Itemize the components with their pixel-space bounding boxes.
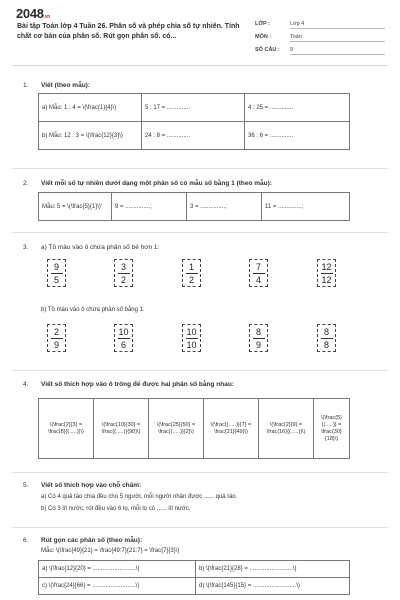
q1-answer-cell[interactable]: 4 : 25 = .............. — [245, 94, 350, 122]
q5-line-a: a) Có 4 quả táo chia đều cho 5 người, mỗi người nhận được ...... quả táo. — [41, 494, 238, 500]
subject-value: Toán — [290, 34, 385, 42]
q6-table — [38, 560, 350, 595]
q2-title: 2. Viết mỗi số tự nhiên dưới dạng một phân số có mẫu số bằng 1 (theo mẫu): — [23, 180, 272, 187]
q4-answer-cell[interactable]: \(\frac{25}{50} = \frac{(.....)}{2}\) — [149, 399, 204, 459]
question-count-label: SỐ CÂU : — [255, 47, 280, 53]
logo-suffix: .vn — [43, 14, 51, 20]
fraction-box[interactable]: 12 12 — [317, 259, 336, 287]
site-logo[interactable] — [16, 6, 50, 21]
q2-table — [38, 192, 350, 221]
section-divider — [12, 232, 388, 233]
fraction-box[interactable]: 1 2 — [182, 259, 201, 287]
q5-title: 5. Viết số thích hợp vào chỗ chấm: — [23, 482, 142, 489]
section-divider — [12, 472, 388, 473]
q1-table — [38, 93, 350, 150]
q6-example: Mẫu: \(\frac{49}{21} = \frac{49:7}{21:7} = \frac{7}{3}\) — [41, 548, 180, 554]
q4-table — [38, 398, 350, 459]
question-count-value: 9 — [290, 47, 385, 55]
fraction-box[interactable]: 10 6 — [114, 324, 133, 352]
q4-title: 4. Viết số thích hợp vào ô trống để được hai phân số bằng nhau: — [23, 381, 234, 388]
fraction-box[interactable]: 8 9 — [249, 324, 268, 352]
fraction-box[interactable]: 8 8 — [317, 324, 336, 352]
q4-answer-cell[interactable]: \(\frac{2}{3} = \frac{8}{(.....)}\) — [39, 399, 94, 459]
q4-answer-cell[interactable]: \(\frac{5}{(.....)} = \frac{30}{18}\) — [314, 399, 350, 459]
q4-answer-cell[interactable]: \(\frac{10}{30} = \frac{(.....)}{90}\) — [94, 399, 149, 459]
q6-answer-cell[interactable]: d) \(\frac{145}{15} = ..........................\) — [196, 578, 350, 595]
fraction-box[interactable]: 9 5 — [47, 259, 66, 287]
q5-line-b: b) Có 3 lít nước, rót đều vào 6 lọ, mỗi lọ có ...... lít nước. — [41, 506, 191, 512]
fraction-box[interactable]: 2 9 — [47, 324, 66, 352]
q2-answer-cell[interactable]: 3 = ...............; — [187, 193, 262, 221]
fraction-box[interactable]: 3 2 — [114, 259, 133, 287]
logo-main: 2048 — [16, 6, 44, 21]
q2-answer-cell[interactable]: 9 = ...............; — [112, 193, 187, 221]
worksheet-title: Bài tập Toán lớp 4 Tuần 26. Phân số và phép chia số tự nhiên. Tính chất cơ bản của phân số. Rút gọn phân số. có... — [17, 23, 240, 40]
q6-answer-cell[interactable]: b) \(\frac{21}{28} = ..........................\) — [196, 561, 350, 578]
fraction-box[interactable]: 7 4 — [249, 259, 268, 287]
q1-answer-cell[interactable]: 24 : 8 = .............. — [142, 122, 245, 150]
section-divider — [12, 370, 388, 371]
fraction-box[interactable]: 10 10 — [182, 324, 201, 352]
q4-answer-cell[interactable]: \(\frac{2}{9} = \frac{16}{(.....)}\) — [259, 399, 314, 459]
q1-cell: a) Mẫu: 1 : 4 = \(\frac{1}{4}\) — [39, 94, 142, 122]
section-divider — [12, 168, 388, 169]
q2-cell: Mẫu: 5 = \(\frac{5}{1}\)' — [39, 193, 112, 221]
q4-answer-cell[interactable]: \(\frac{(.....)}{7} = \frac{21}{49}\) — [204, 399, 259, 459]
class-value: Lớp 4 — [290, 21, 385, 29]
q1-title: 1. Viết (theo mẫu): — [23, 82, 90, 89]
q3-part-a: 3. a) Tô màu vào ô chứa phân số bé hơn 1: — [23, 244, 160, 251]
q3-part-b: b) Tô màu vào ô chứa phân số bằng 1: — [41, 307, 145, 313]
subject-label: MÔN : — [255, 34, 272, 40]
class-label: LỚP : — [255, 21, 270, 27]
q6-answer-cell[interactable]: c) \(\frac{24}{66} = ..........................\) — [39, 578, 196, 595]
q1-answer-cell[interactable]: 36 : 6 = .............. — [245, 122, 350, 150]
q6-answer-cell[interactable]: a) \(\frac{12}{20} = ..........................\) — [39, 561, 196, 578]
q6-title: 6. Rút gọn các phân số (theo mẫu): — [23, 537, 143, 544]
section-divider — [12, 527, 388, 528]
header-divider — [12, 65, 388, 66]
q1-answer-cell[interactable]: 5 : 17 = .............. — [142, 94, 245, 122]
q1-cell: b) Mẫu: 12 : 3 = \(\frac{12}{3}\) — [39, 122, 142, 150]
q2-answer-cell[interactable]: 11 = ..............; — [262, 193, 350, 221]
